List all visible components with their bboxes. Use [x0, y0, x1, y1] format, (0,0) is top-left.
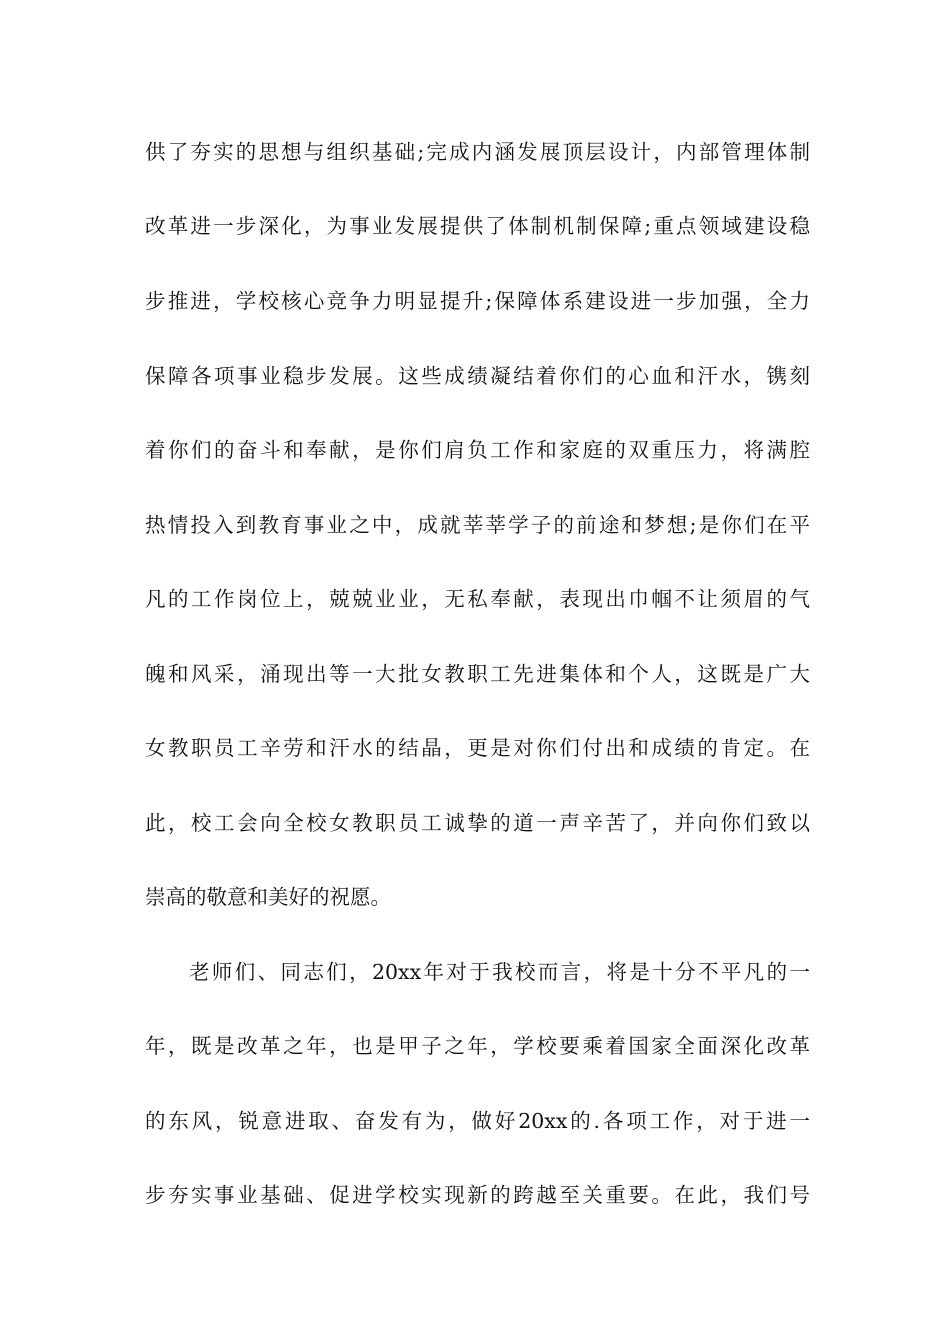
text-line: 女教职员工辛劳和汗水的结晶，更是对你们付出和成绩的肯定。在 [145, 736, 810, 760]
text-line: 此，校工会向全校女教职员工诚挚的道一声辛苦了，并向你们致以 [145, 811, 810, 835]
text-line: 凡的工作岗位上，兢兢业业，无私奉献，表现出巾帼不让须眉的气 [145, 587, 810, 611]
text-line: 保障各项事业稳步发展。这些成绩凝结着你们的心血和汗水，镌刻 [145, 364, 810, 388]
text-line: 着你们的奋斗和奉献，是你们肩负工作和家庭的双重压力，将满腔 [145, 438, 810, 462]
text-line: 的东风，锐意进取、奋发有为，做好20xx的.各项工作，对于进一 [145, 1109, 810, 1133]
text-line: 热情投入到教育事业之中，成就莘莘学子的前途和梦想;是你们在平 [145, 513, 810, 537]
text-line: 步推进，学校核心竞争力明显提升;保障体系建设进一步加强，全力 [145, 289, 810, 313]
text-line: 供了夯实的思想与组织基础;完成内涵发展顶层设计，内部管理体制 [145, 140, 810, 164]
text-line: 崇高的敬意和美好的祝愿。 [145, 885, 391, 909]
text-line: 魄和风采，涌现出等一大批女教职工先进集体和个人，这既是广大 [145, 662, 810, 686]
text-line: 改革进一步深化，为事业发展提供了体制机制保障;重点领域建设稳 [145, 214, 810, 238]
text-line: 步夯实事业基础、促进学校实现新的跨越至关重要。在此，我们号 [145, 1183, 810, 1207]
text-line: 老师们、同志们，20xx年对于我校而言，将是十分不平凡的一 [189, 960, 810, 984]
text-line: 年，既是改革之年，也是甲子之年，学校要乘着国家全面深化改革 [145, 1034, 810, 1058]
